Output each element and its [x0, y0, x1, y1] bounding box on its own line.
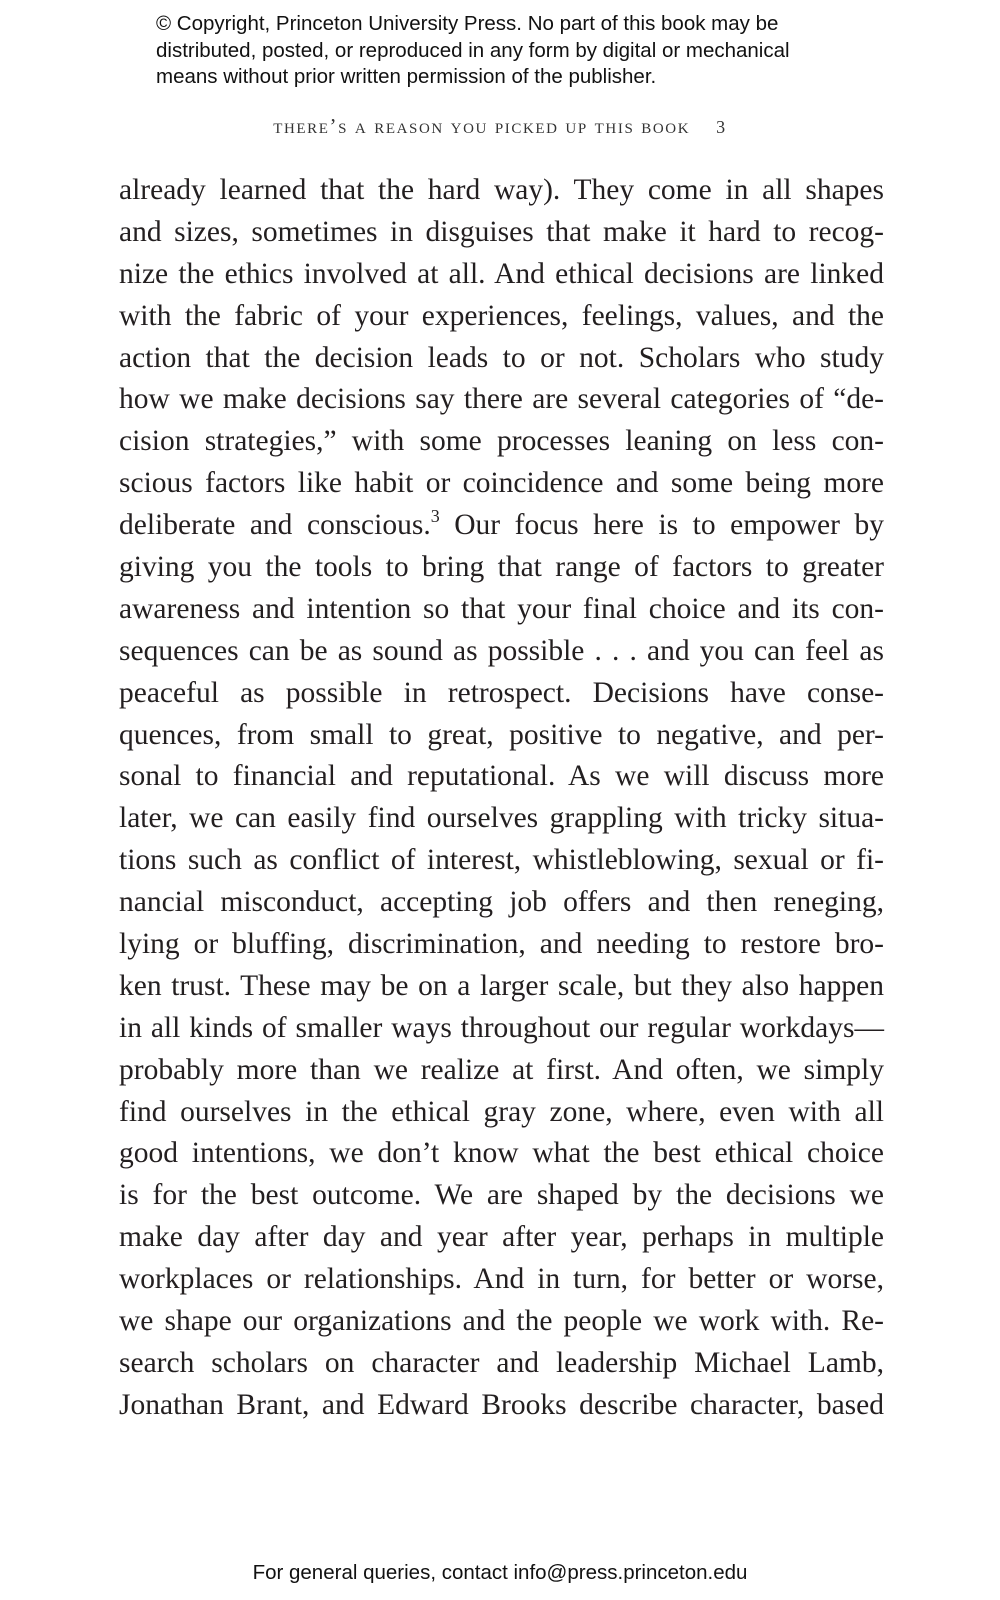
footnote-reference[interactable]: 3	[430, 506, 440, 527]
footer-contact: For general queries, contact info@press.princeton.edu	[252, 1561, 748, 1584]
page-number: 3	[716, 117, 727, 137]
text-line: giving you the tools to bring that range of factors to greater	[119, 551, 884, 584]
text-segment: deliberate and conscious.	[119, 509, 431, 542]
text-line: awareness and intention so that your final choice and its con-	[119, 592, 884, 625]
text-line: search scholars on character and leadership Michael Lamb,	[119, 1346, 884, 1379]
text-line: ken trust. These may be on a larger scale, but they also happen	[119, 969, 884, 1002]
text-line: cision strategies,” with some processes leaning on less con-	[119, 425, 884, 458]
text-line: quences, from small to great, positive to negative, and per-	[119, 718, 884, 751]
text-line: find ourselves in the ethical gray zone, where, even with all	[119, 1095, 884, 1128]
text-line: workplaces or relationships. And in turn, for better or worse,	[119, 1263, 884, 1296]
text-line: action that the decision leads to or not. Scholars who study	[119, 341, 884, 374]
text-line: with the fabric of your experiences, feelings, values, and the	[119, 299, 884, 332]
text-line: scious factors like habit or coincidence and some being more	[119, 467, 884, 500]
text-line: and sizes, sometimes in disguises that make it hard to recog-	[119, 215, 884, 248]
text-line: sonal to financial and reputational. As we will discuss more	[119, 760, 884, 793]
text-line	[119, 505, 884, 547]
text-line: sequences can be as sound as possible . . . and you can feel as	[119, 634, 884, 667]
running-head	[0, 114, 1000, 139]
text-line: tions such as conflict of interest, whistleblowing, sexual or fi-	[119, 844, 884, 877]
text-line: already learned that the hard way). They come in all shapes	[119, 174, 884, 206]
text-line: later, we can easily find ourselves grappling with tricky situa-	[119, 802, 884, 835]
body-text	[119, 170, 884, 1427]
text-line: how we make decisions say there are several categories of “de-	[119, 383, 884, 416]
text-line: good intentions, we don’t know what the best ethical choice	[119, 1137, 884, 1170]
running-head-title: there’s a reason you picked up this book	[273, 114, 691, 138]
text-line: make day after day and year after year, perhaps in multiple	[119, 1221, 884, 1254]
text-segment: Our focus here is to empower by	[439, 509, 884, 542]
text-line: lying or bluffing, discrimination, and needing to restore bro-	[119, 928, 884, 961]
text-line: in all kinds of smaller ways throughout our regular workdays—	[119, 1011, 884, 1044]
copyright-line: © Copyright, Princeton University Press. No part of this book may be	[156, 12, 779, 35]
text-line: nize the ethics involved at all. And ethical decisions are linked	[119, 257, 884, 290]
text-line: Jonathan Brant, and Edward Brooks describe character, based	[119, 1388, 884, 1421]
copyright-line: distributed, posted, or reproduced in any form by digital or mechanical	[156, 38, 790, 62]
text-line: we shape our organizations and the people we work with. Re-	[119, 1305, 884, 1338]
copyright-notice	[156, 11, 790, 91]
text-line: peaceful as possible in retrospect. Decisions have conse-	[119, 676, 884, 709]
text-line: nancial misconduct, accepting job offers and then reneging,	[119, 886, 884, 919]
copyright-line: means without prior written permission of the publisher.	[156, 65, 657, 88]
text-line: probably more than we realize at first. And often, we simply	[119, 1053, 884, 1086]
text-line: is for the best outcome. We are shaped by the decisions we	[119, 1179, 884, 1212]
